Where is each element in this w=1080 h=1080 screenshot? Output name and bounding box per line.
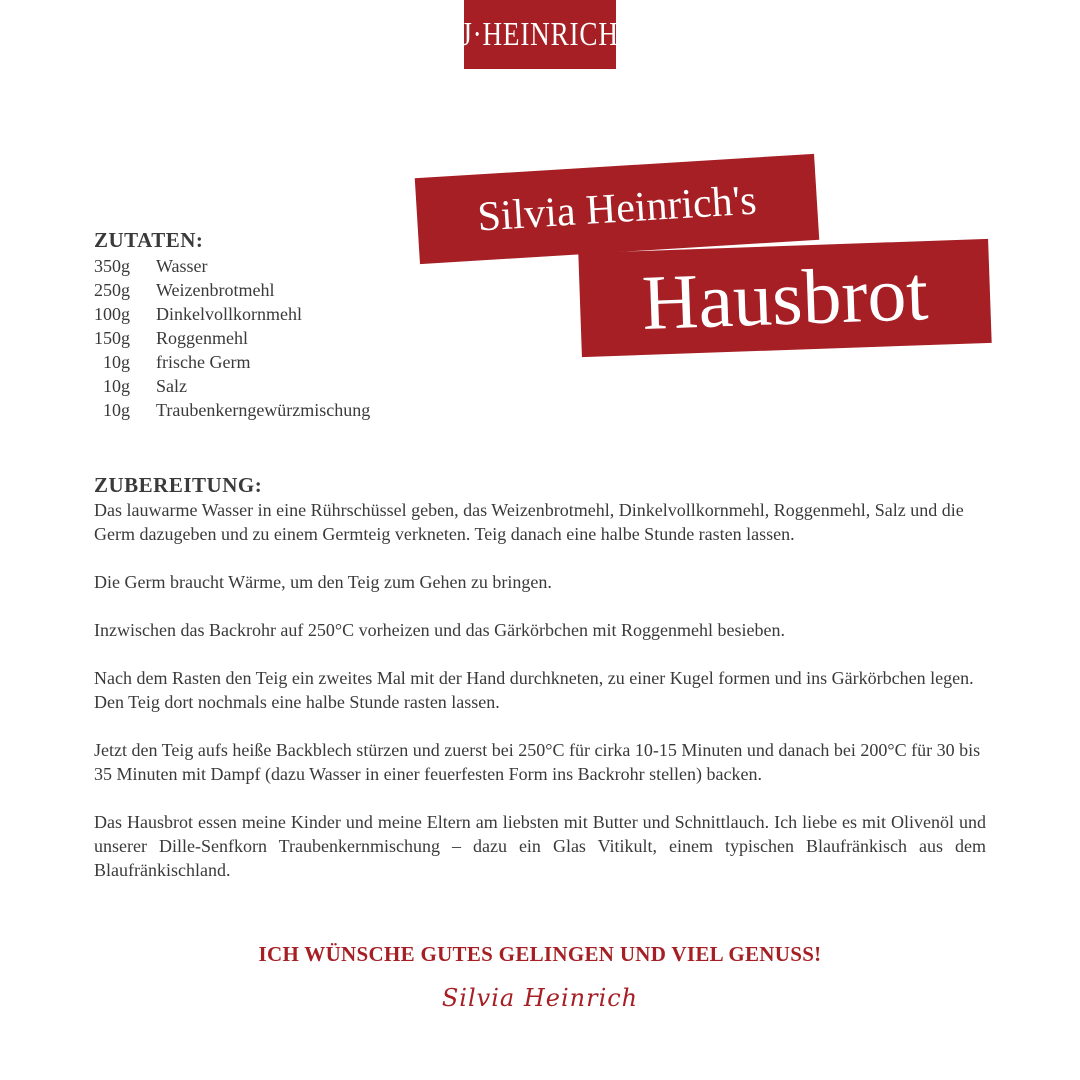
ingredient-row [94, 278, 370, 302]
preparation-paragraph: Nach dem Rasten den Teig ein zweites Mal mit der Hand durchkneten, zu einer Kugel formen und ins Gärkörbchen legen. Den Teig dort nochmals eine halbe Stunde rasten lassen. [94, 668, 974, 712]
ingredient-qty: 350g [94, 256, 130, 276]
ingredient-name: Weizenbrotmehl [156, 280, 275, 300]
ingredient-qty: 10g [103, 376, 130, 396]
preparation-paragraph: Das lauwarme Wasser in eine Rührschüssel geben, das Weizenbrotmehl, Dinkelvollkornmehl, Roggenmehl, Salz und die Germ dazugeben und zu einem Germteig verkneten. Teig danach eine halbe Stunde rasten lassen. [94, 500, 964, 544]
ingredient-row [94, 374, 370, 398]
ingredient-row [94, 398, 370, 422]
ingredients-list [94, 254, 370, 422]
ingredient-name: Wasser [156, 256, 208, 276]
ingredient-row [94, 350, 370, 374]
ingredient-name: Dinkelvollkornmehl [156, 304, 302, 324]
ingredient-row [94, 326, 370, 350]
closing-wish: ICH WÜNSCHE GUTES GELINGEN UND VIEL GENUSS! [258, 942, 822, 966]
preparation-steps [94, 498, 986, 906]
ingredient-qty: 10g [103, 400, 130, 420]
signature: Silvia Heinrich [441, 984, 639, 1012]
preparation-paragraph: Inzwischen das Backrohr auf 250°C vorheizen und das Gärkörbchen mit Roggenmehl besieben. [94, 620, 785, 640]
ingredient-name: Salz [156, 376, 187, 396]
ingredient-row [94, 254, 370, 278]
ingredient-name: frische Germ [156, 352, 251, 372]
ingredient-qty: 150g [94, 328, 130, 348]
ingredient-qty: 250g [94, 280, 130, 300]
preparation-heading: ZUBEREITUNG: [94, 473, 263, 497]
title-line1: Silvia Heinrich's [476, 177, 758, 241]
title-line2: Hausbrot [640, 249, 930, 346]
ingredients-heading: ZUTATEN: [94, 228, 204, 252]
ingredient-name: Roggenmehl [156, 328, 248, 348]
preparation-paragraph: Jetzt den Teig aufs heiße Backblech stürzen und zuerst bei 250°C für cirka 10-15 Minuten und danach bei 200°C für 30 bis 35 Minuten mit Dampf (dazu Wasser in einer feuerfesten Form ins Backrohr stellen) backen. [94, 740, 981, 784]
ingredient-row [94, 302, 370, 326]
ingredient-name: Traubenkerngewürzmischung [156, 400, 371, 420]
preparation-paragraph: Das Hausbrot essen meine Kinder und meine Eltern am liebsten mit Butter und Schnittlauch. Ich liebe es mit Olivenöl und unserer Dille-Senfkorn Traubenkernmischung – dazu ein Glas Vitikult, einem typischen Blaufränkisch aus dem Blaufränkischland. [94, 812, 986, 880]
ingredient-qty: 10g [103, 352, 130, 372]
preparation-paragraph: Die Germ braucht Wärme, um den Teig zum Gehen zu bringen. [94, 572, 552, 592]
brand-logo: J·HEINRICH [464, 0, 616, 69]
title-banner-main [578, 239, 991, 357]
ingredient-qty: 100g [94, 304, 130, 324]
